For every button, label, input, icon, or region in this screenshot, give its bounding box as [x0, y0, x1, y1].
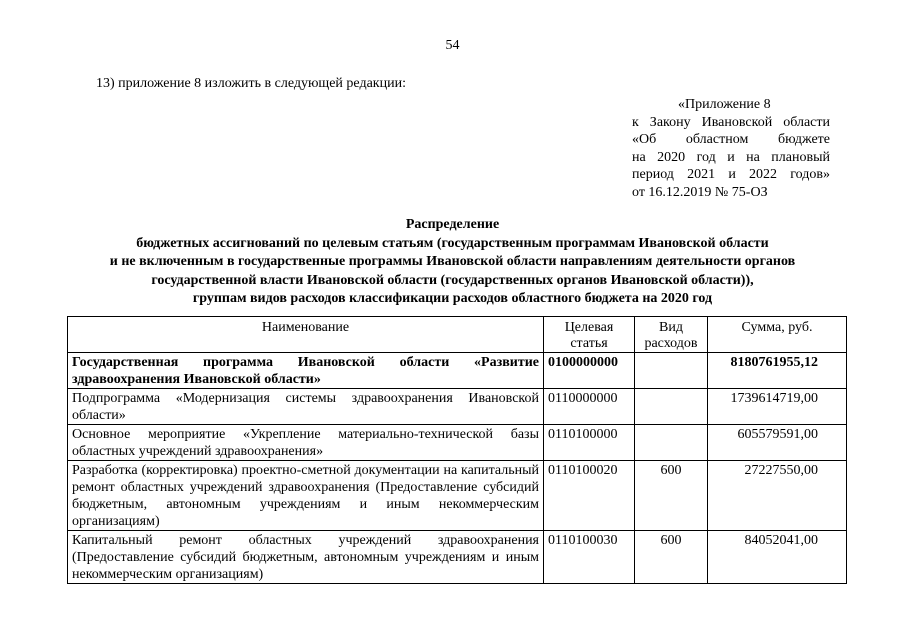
row-vid	[635, 353, 708, 389]
header-vid: Вид расходов	[635, 317, 708, 353]
row-code: 0110100030	[544, 531, 635, 584]
header-sum: Сумма, руб.	[708, 317, 847, 353]
row-name: Основное мероприятие «Укрепление материально-технической базы областных учреждений здравоохранения»	[68, 425, 544, 461]
row-name: Государственная программа Ивановской области «Развитие здравоохранения Ивановской области»	[68, 353, 544, 389]
row-sum: 605579591,00	[708, 425, 847, 461]
appendix-line: «Об областном бюджете	[632, 132, 830, 148]
document-heading	[40, 216, 865, 309]
row-sum: 1739614719,00	[708, 389, 847, 425]
row-code: 0110100020	[544, 461, 635, 531]
appendix-line: «Приложение 8	[678, 97, 771, 112]
heading-line: группам видов расходов классификации расходов областного бюджета на 2020 год	[192, 291, 713, 306]
row-sum: 84052041,00	[708, 531, 847, 584]
table-header-row	[68, 317, 847, 353]
appendix-reference	[632, 96, 830, 202]
appendix-line: от 16.12.2019 № 75-ОЗ	[632, 184, 768, 200]
row-code: 0100000000	[544, 353, 635, 389]
appendix-line: на 2020 год и на плановый	[632, 149, 830, 165]
appendix-line: период 2021 и 2022 годов»	[632, 167, 830, 183]
table-row	[68, 461, 847, 531]
row-name: Подпрограмма «Модернизация системы здравоохранения Ивановской области»	[68, 389, 544, 425]
row-vid	[635, 425, 708, 461]
row-vid	[635, 389, 708, 425]
row-sum: 27227550,00	[708, 461, 847, 531]
row-name: Разработка (корректировка) проектно-сметной документации на капитальный ремонт областных учреждений здравоохранения (Предоставление субсидий бюджетным, автономным учреждениям и иным некоммерческим организациям)	[68, 461, 544, 531]
header-code: Целевая статья	[544, 317, 635, 353]
row-vid: 600	[635, 461, 708, 531]
intro-text: 13) приложение 8 изложить в следующей редакции:	[96, 76, 406, 91]
row-code: 0110100000	[544, 425, 635, 461]
heading-line: Распределение	[405, 217, 500, 232]
header-name: Наименование	[68, 317, 544, 353]
heading-line: бюджетных ассигнований по целевым статьям (государственным программам Ивановской области	[136, 235, 769, 251]
appendix-line: к Закону Ивановской области	[632, 114, 830, 130]
table-row	[68, 531, 847, 584]
heading-line: и не включенным в государственные программы Ивановской области направлениям деятельности органов	[109, 254, 796, 269]
row-sum: 8180761955,12	[708, 353, 847, 389]
row-name: Капитальный ремонт областных учреждений здравоохранения (Предоставление субсидий бюджетным, автономным учреждениям и иным некоммерческим организациям)	[68, 531, 544, 584]
row-code: 0110000000	[544, 389, 635, 425]
heading-line: государственной власти Ивановской области (государственных органов Ивановской области)),	[151, 272, 754, 288]
table-row	[68, 353, 847, 389]
table-row	[68, 425, 847, 461]
page-number: 54	[445, 38, 460, 53]
row-vid: 600	[635, 531, 708, 584]
table-row	[68, 389, 847, 425]
budget-table	[67, 316, 847, 584]
